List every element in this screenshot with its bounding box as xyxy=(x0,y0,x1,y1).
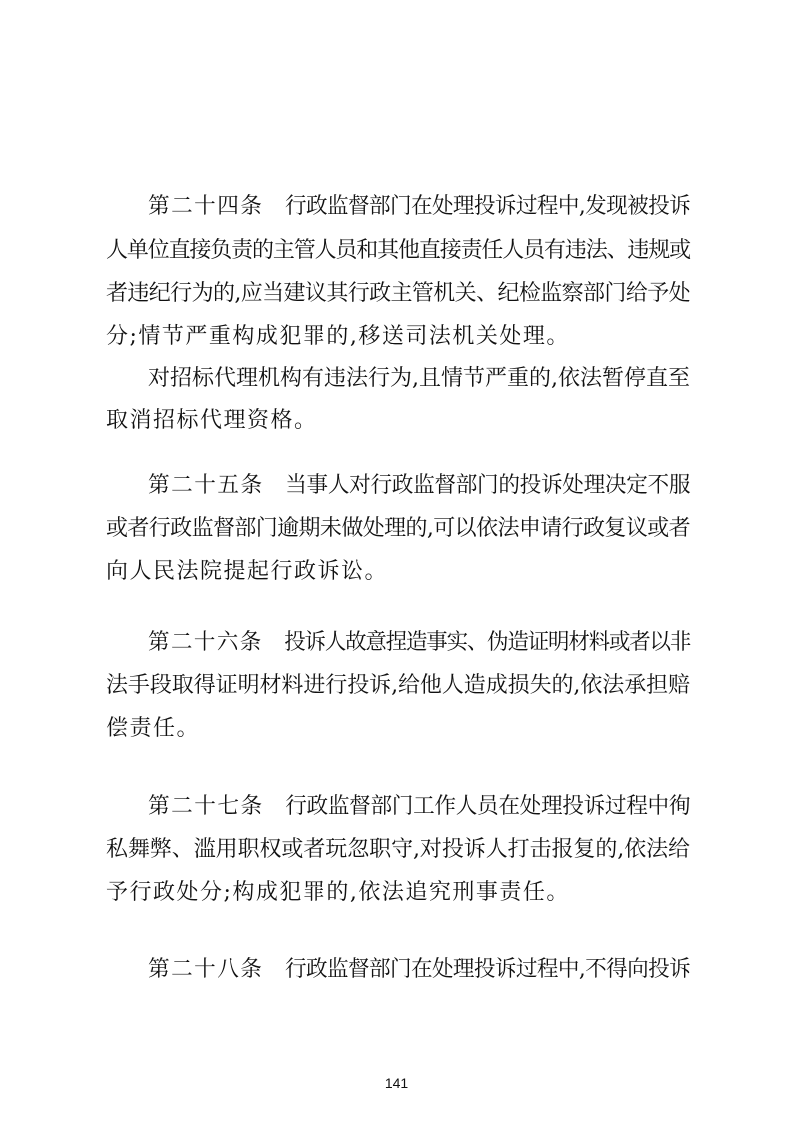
article-28-line-1 xyxy=(148,955,690,985)
article-24-heading: 第二十四条 xyxy=(148,194,264,219)
article-24-line-1 xyxy=(148,192,690,222)
article-24-line-3: 者违纪行为的,应当建议其行政主管机关、纪检监察部门给予处 xyxy=(106,281,690,306)
article-24-line-4: 分;情节严重构成犯罪的,移送司法机关处理。 xyxy=(106,324,570,349)
article-27-heading: 第二十七条 xyxy=(148,794,264,819)
article-25-line-3: 向人民法院提起行政诉讼。 xyxy=(106,559,389,584)
article-24-text-1: 行政监督部门在处理投诉过程中,发现被投诉 xyxy=(284,194,691,219)
article-25-heading: 第二十五条 xyxy=(148,473,264,498)
article-25-line-1 xyxy=(148,471,690,501)
article-28-heading: 第二十八条 xyxy=(148,957,264,982)
page-number: 141 xyxy=(384,1075,409,1091)
article-28-text-1: 行政监督部门在处理投诉过程中,不得向投诉 xyxy=(284,957,691,982)
article-26-heading: 第二十六条 xyxy=(148,630,263,655)
article-24-line-5: 对招标代理机构有违法行为,且情节严重的,依法暂停直至 xyxy=(148,366,690,391)
article-25-text-1: 当事人对行政监督部门的投诉处理决定不服 xyxy=(285,473,691,498)
article-26-text-1: 投诉人故意捏造事实、伪造证明材料或者以非 xyxy=(284,630,691,655)
article-26-line-1 xyxy=(148,628,690,658)
article-27-line-3: 予行政处分;构成犯罪的,依法追究刑事责任。 xyxy=(106,880,570,905)
article-25-line-2: 或者行政监督部门逾期未做处理的,可以依法申请行政复议或者 xyxy=(106,516,690,541)
article-27-text-1: 行政监督部门工作人员在处理投诉过程中徇 xyxy=(285,794,691,819)
article-27-line-2: 私舞弊、滥用职权或者玩忽职守,对投诉人打击报复的,依法给 xyxy=(106,837,690,862)
article-26-line-3: 偿责任。 xyxy=(106,716,201,741)
article-26-line-2: 法手段取得证明材料进行投诉,给他人造成损失的,依法承担赔 xyxy=(106,673,690,698)
article-24-line-2: 人单位直接负责的主管人员和其他直接责任人员有违法、违规或 xyxy=(106,238,691,263)
article-27-line-1 xyxy=(148,792,690,822)
article-24-line-6: 取消招标代理资格。 xyxy=(106,408,318,433)
